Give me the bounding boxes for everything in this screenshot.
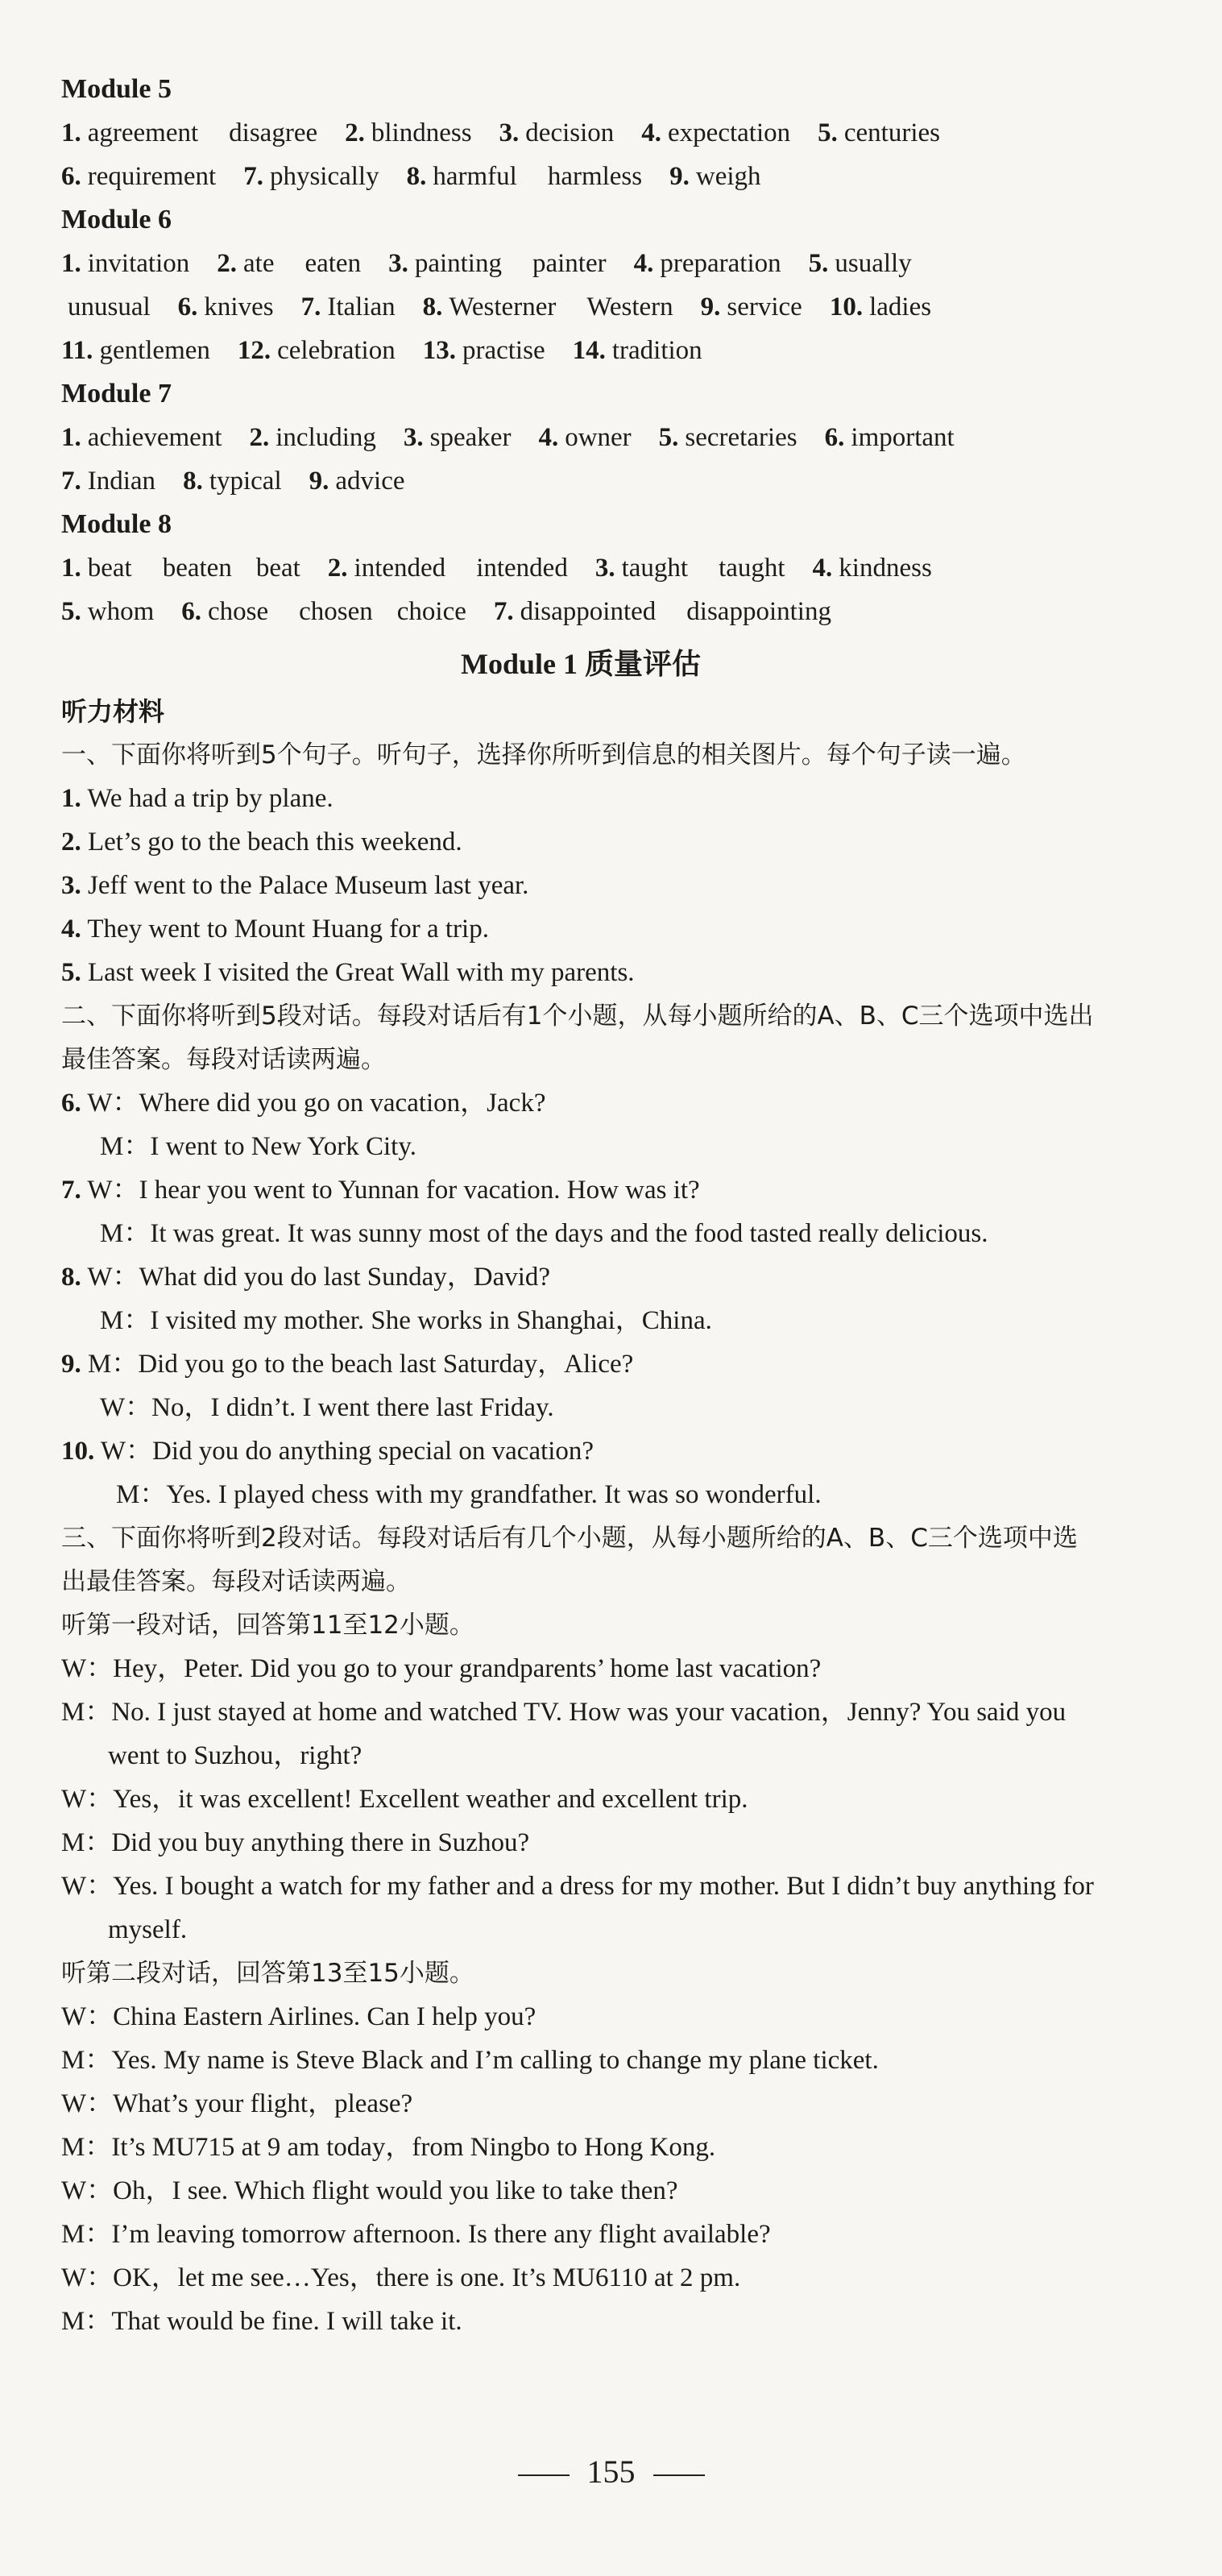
answer-number: 7.: [300, 292, 321, 321]
answer-number: 9.: [700, 292, 721, 321]
dialogue-line: W：Yes. I bought a watch for my father and a dress for my mother. But I didn’t buy anything for myself.: [61, 1872, 1094, 1944]
answer-number: 8.: [406, 162, 427, 191]
dialogue-line-second: M：Yes. I played chess with my grandfather. It was so wonderful.: [116, 1480, 822, 1509]
dialogue-line-first: [61, 1255, 1100, 1299]
answer-number: 5.: [818, 118, 838, 147]
answer-number: 6.: [177, 292, 198, 321]
answer-word: chosen: [299, 597, 373, 626]
answer-number: 11.: [61, 336, 93, 365]
sentence-number: 1.: [61, 784, 81, 813]
answer-item: [243, 162, 379, 191]
dialogue-line-first: [61, 1168, 1100, 1212]
dialogue-line: M：It’s MU715 at 9 am today，from Ningbo to Hong Kong.: [61, 2133, 716, 2162]
answer-number: 5.: [658, 423, 679, 452]
listening-sentence: [61, 820, 1100, 864]
answer-word: whom: [87, 597, 155, 626]
answer-row: [61, 329, 1100, 372]
answer-row: [61, 111, 1100, 155]
answer-word: ladies: [869, 292, 932, 321]
answer-word: advice: [335, 467, 405, 496]
sentence-text: Jeff went to the Palace Museum last year.: [81, 871, 529, 900]
answer-number: 12.: [237, 336, 271, 365]
answer-number: 1.: [61, 554, 81, 583]
answer-word: chose: [208, 597, 269, 626]
answer-word: expectation: [668, 118, 791, 147]
answer-number: 3.: [594, 554, 615, 583]
answer-word: practise: [462, 336, 545, 365]
answer-item: [217, 249, 361, 278]
answer-word: Western: [586, 292, 673, 321]
module-title: Module 7: [61, 379, 172, 409]
dialogue-number: 9.: [61, 1350, 81, 1379]
answer-key-modules: [61, 68, 1100, 633]
answer-word: important: [851, 423, 955, 452]
answer-word: usually: [835, 249, 912, 278]
module-title: Module 6: [61, 205, 172, 234]
answer-number: 3.: [403, 423, 424, 452]
sentence-text: They went to Mount Huang for a trip.: [81, 915, 489, 944]
answer-word: preparation: [660, 249, 781, 278]
answer-word: intended: [476, 554, 568, 583]
answer-number: 7.: [243, 162, 263, 191]
answer-item: [813, 554, 932, 583]
answer-word: disappointing: [686, 597, 831, 626]
answer-number: 4.: [641, 118, 662, 147]
answer-word: physically: [269, 162, 379, 191]
dialogue2: [61, 1995, 1100, 2343]
answer-row: [61, 155, 1100, 198]
dialogue-text: W：Where did you go on vacation，Jack?: [81, 1089, 546, 1118]
answer-item: [345, 118, 471, 147]
answer-number: 4.: [633, 249, 654, 278]
dialogue-line: W：What’s your flight，please?: [61, 2089, 413, 2118]
sentence-number: 2.: [61, 828, 81, 857]
answer-row: [61, 416, 1100, 459]
answer-item: [238, 336, 396, 365]
answer-row: [61, 546, 1100, 590]
answer-word: speaker: [429, 423, 512, 452]
answer-item: [181, 597, 466, 626]
answer-row: [61, 242, 1100, 285]
answer-number: 2.: [345, 118, 365, 147]
answer-word: disagree: [229, 118, 318, 147]
answer-word: beaten: [162, 554, 232, 583]
footer-dash-left: [518, 2474, 570, 2476]
answer-item: [407, 162, 643, 191]
answer-number: 8.: [183, 467, 203, 496]
dialogue-line-first: [61, 1342, 1100, 1386]
answer-item: [61, 336, 210, 365]
answer-item: [538, 423, 631, 452]
answer-number: 13.: [422, 336, 456, 365]
answer-item: [301, 292, 396, 321]
answer-item: [423, 336, 545, 365]
answer-number: 2.: [327, 554, 348, 583]
dialogue-line-second: M：I went to New York City.: [100, 1132, 416, 1161]
answer-word: taught: [621, 554, 689, 583]
answer-item: [309, 467, 405, 496]
answer-word: requirement: [87, 162, 217, 191]
answer-word: choice: [396, 597, 466, 626]
answer-row: [61, 285, 1100, 329]
answer-word: centuries: [843, 118, 940, 147]
answer-item: [825, 423, 955, 452]
dialogue-text: W：I hear you went to Yunnan for vacation. How was it?: [81, 1176, 700, 1205]
dialogue-line: M：Yes. My name is Steve Black and I’m calling to change my plane ticket.: [61, 2046, 879, 2075]
dialogue-line: M：I’m leaving tomorrow afternoon. Is there any flight available?: [61, 2220, 771, 2249]
dialogue-number: 8.: [61, 1263, 81, 1292]
answer-word: blindness: [371, 118, 472, 147]
answer-item: [634, 249, 781, 278]
listening-sentence: [61, 777, 1100, 820]
answer-item: [701, 292, 802, 321]
answer-item: [818, 118, 940, 147]
dialogue-line-second: W：No，I didn’t. I went there last Friday.: [100, 1393, 554, 1422]
answer-word: including: [275, 423, 376, 452]
part1-sentences: [61, 777, 1100, 994]
page-content: [61, 68, 1100, 2343]
answer-word: taught: [719, 554, 785, 583]
answer-word: ate: [243, 249, 275, 278]
answer-item: [669, 162, 760, 191]
dialogue-line: M：Did you buy anything there in Suzhou?: [61, 1828, 530, 1857]
part1-instruction: 一、下面你将听到5个句子。听句子，选择你所听到信息的相关图片。每个句子读一遍。: [61, 740, 1026, 769]
answer-item: [404, 423, 512, 452]
answer-number: 1.: [61, 423, 81, 452]
dialogue-line: W：Oh，I see. Which flight would you like to take then?: [61, 2176, 678, 2205]
listening-sentence: [61, 951, 1100, 994]
answer-number: 3.: [499, 118, 520, 147]
answer-number: 9.: [669, 162, 690, 191]
page-number: 155: [586, 2454, 636, 2490]
answer-word: owner: [565, 423, 632, 452]
answer-row: [61, 459, 1100, 503]
answer-item: [178, 292, 274, 321]
dialogue-line: W：Yes，it was excellent! Excellent weather and excellent trip.: [61, 1785, 748, 1814]
answer-word: eaten: [304, 249, 362, 278]
dialogue-line-first: [61, 1429, 1100, 1473]
dialogue1-intro: 听第一段对话，回答第11至12小题。: [61, 1611, 474, 1640]
answer-word: service: [727, 292, 802, 321]
answer-item: [61, 467, 155, 496]
sentence-number: 4.: [61, 915, 81, 944]
answer-row: [61, 590, 1100, 633]
assessment-title: Module 1 质量评估: [460, 648, 701, 680]
answer-word: Westerner: [449, 292, 557, 321]
answer-word: painting: [414, 249, 502, 278]
answer-item: [573, 336, 702, 365]
listening-sentence: [61, 907, 1100, 951]
dialogue-line: W：Hey，Peter. Did you go to your grandparents’ home last vacation?: [61, 1654, 822, 1683]
answer-word: decision: [525, 118, 615, 147]
answer-item: [830, 292, 931, 321]
answer-word: Italian: [327, 292, 396, 321]
answer-word: harmless: [547, 162, 643, 191]
listening-sentence: [61, 864, 1100, 907]
dialogue-text: M：Did you go to the beach last Saturday，Alice?: [81, 1350, 634, 1379]
answer-item: [499, 118, 615, 147]
dialogue1: [61, 1647, 1100, 1952]
part2-instruction: 二、下面你将听到5段对话。每段对话后有1个小题，从每小题所给的A、B、C三个选项中选出最佳答案。每段对话读两遍。: [61, 1002, 1094, 1074]
answer-number: 7.: [493, 597, 514, 626]
answer-word: invitation: [87, 249, 190, 278]
sentence-text: Let’s go to the beach this weekend.: [81, 828, 462, 857]
answer-word: harmful: [433, 162, 517, 191]
dialogue-text: W：Did you do anything special on vacation?: [94, 1437, 594, 1466]
answer-item: [809, 249, 912, 278]
answer-item: [388, 249, 607, 278]
answer-word: agreement: [87, 118, 199, 147]
module-title: Module 8: [61, 509, 172, 539]
dialogue-line: W：OK，let me see…Yes，there is one. It’s MU6110 at 2 pm.: [61, 2263, 741, 2292]
dialogue-line-second: M：I visited my mother. She works in Shanghai，China.: [100, 1306, 712, 1335]
answer-number: 2.: [217, 249, 237, 278]
answer-number: 6.: [61, 162, 81, 191]
listening-heading: 听力材料: [61, 696, 165, 727]
answer-item: [641, 118, 790, 147]
sentence-text: Last week I visited the Great Wall with my parents.: [81, 958, 635, 987]
answer-word: tradition: [611, 336, 702, 365]
sentence-text: We had a trip by plane.: [81, 784, 333, 813]
answer-number: 4.: [812, 554, 833, 583]
answer-number: 8.: [422, 292, 443, 321]
part2-dialogues: [61, 1081, 1100, 1516]
answer-number: 1.: [61, 118, 81, 147]
part3-instruction: 三、下面你将听到2段对话。每段对话后有几个小题，从每小题所给的A、B、C三个选项中选出最佳答案。每段对话读两遍。: [61, 1524, 1078, 1596]
dialogue-line: M：No. I just stayed at home and watched TV. How was your vacation，Jenny? You said you went to Suzhou，right?: [61, 1698, 1067, 1770]
dialogue-line-second: M：It was great. It was sunny most of the days and the food tasted really delicious.: [100, 1219, 988, 1248]
dialogue-number: 6.: [61, 1089, 81, 1118]
dialogue-line-first: [61, 1081, 1100, 1125]
answer-number: 10.: [829, 292, 864, 321]
sentence-number: 3.: [61, 871, 81, 900]
answer-number: 2.: [249, 423, 270, 452]
sentence-number: 5.: [61, 958, 81, 987]
answer-item: [250, 423, 376, 452]
answer-item: [61, 162, 216, 191]
footer-dash-right: [653, 2474, 705, 2476]
answer-word: knives: [204, 292, 274, 321]
answer-item: [61, 423, 222, 452]
answer-word: celebration: [277, 336, 396, 365]
answer-number: 7.: [61, 467, 81, 496]
answer-word: beat: [87, 554, 132, 583]
answer-word: beat: [255, 554, 300, 583]
answer-word: achievement: [87, 423, 222, 452]
answer-number: 6.: [824, 423, 845, 452]
dialogue2-intro: 听第二段对话，回答第13至15小题。: [61, 1959, 474, 1988]
answer-word: intended: [354, 554, 446, 583]
answer-word: weigh: [695, 162, 761, 191]
module-title: Module 5: [61, 74, 172, 104]
answer-number: 3.: [388, 249, 408, 278]
answer-word: Indian: [87, 467, 156, 496]
answer-item: [328, 554, 568, 583]
answer-word: kindness: [839, 554, 932, 583]
answer-item: [61, 249, 189, 278]
answer-number: 4.: [538, 423, 559, 452]
dialogue-number: 7.: [61, 1176, 81, 1205]
answer-item: [61, 597, 154, 626]
answer-item: [659, 423, 797, 452]
answer-item: [494, 597, 831, 626]
answer-item: [183, 467, 282, 496]
answer-number: 5.: [808, 249, 829, 278]
answer-item: [61, 118, 317, 147]
answer-number: 5.: [61, 597, 81, 626]
answer-word: disappointed: [520, 597, 657, 626]
dialogue-text: W：What did you do last Sunday，David?: [81, 1263, 551, 1292]
answer-item: [61, 292, 151, 321]
dialogue-line: M：That would be fine. I will take it.: [61, 2307, 462, 2336]
answer-number: 1.: [61, 249, 81, 278]
answer-word: painter: [532, 249, 607, 278]
page-number-footer: [0, 2449, 1222, 2495]
answer-word: unusual: [68, 292, 151, 321]
answer-item: [595, 554, 785, 583]
answer-word: gentlemen: [99, 336, 210, 365]
answer-word: secretaries: [685, 423, 797, 452]
answer-number: 14.: [572, 336, 606, 365]
answer-word: typical: [209, 467, 282, 496]
dialogue-line: W：China Eastern Airlines. Can I help you?: [61, 2002, 536, 2031]
answer-number: 9.: [309, 467, 329, 496]
answer-number: 6.: [181, 597, 201, 626]
answer-item: [423, 292, 673, 321]
dialogue-number: 10.: [61, 1437, 95, 1466]
answer-item: [61, 554, 300, 583]
